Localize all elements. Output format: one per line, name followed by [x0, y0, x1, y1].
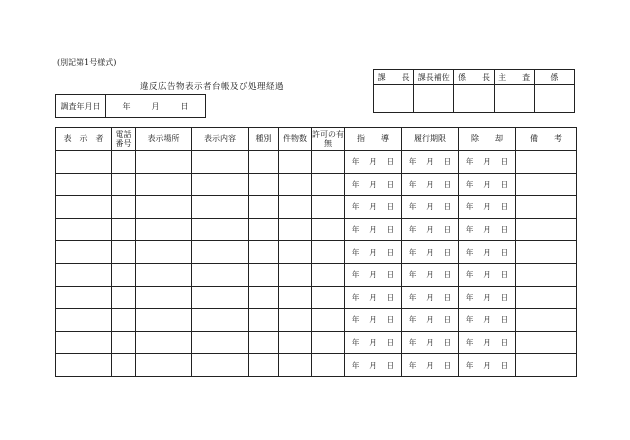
year-unit: 年 — [465, 360, 474, 370]
header-guidance: 指 導 — [345, 128, 402, 151]
location-cell[interactable] — [136, 173, 192, 196]
date-units — [402, 292, 458, 303]
date-units — [459, 224, 515, 235]
content-cell[interactable] — [192, 196, 249, 219]
year-unit: 年 — [351, 270, 360, 280]
stamp-cell[interactable] — [374, 85, 414, 113]
month-unit: 月 — [369, 202, 377, 212]
approval-header-inspector: 主 査 — [494, 70, 534, 85]
survey-month-unit: 月 — [151, 101, 160, 111]
remarks-cell[interactable] — [516, 218, 577, 241]
date-units — [402, 314, 458, 325]
month-unit: 月 — [426, 157, 434, 167]
day-unit: 日 — [500, 315, 509, 325]
date-units — [402, 269, 458, 280]
phone-cell[interactable] — [112, 263, 136, 286]
date-units — [345, 156, 401, 167]
year-unit: 年 — [408, 360, 417, 370]
day-unit: 日 — [443, 315, 452, 325]
header-permit: 許可の有 無 — [312, 128, 345, 151]
count-cell[interactable] — [279, 218, 312, 241]
deadline-date-cell[interactable] — [402, 263, 459, 286]
content-cell[interactable] — [192, 354, 249, 377]
month-unit: 月 — [483, 338, 491, 348]
year-unit: 年 — [408, 338, 417, 348]
phone-cell[interactable] — [112, 151, 136, 174]
location-cell[interactable] — [136, 151, 192, 174]
year-unit: 年 — [351, 292, 360, 302]
content-cell[interactable] — [192, 331, 249, 354]
guidance-date-cell[interactable] — [345, 286, 402, 309]
survey-year-unit: 年 — [122, 101, 131, 111]
count-cell[interactable] — [279, 309, 312, 332]
day-unit: 日 — [386, 338, 395, 348]
location-cell[interactable] — [136, 241, 192, 264]
type-cell[interactable] — [249, 173, 279, 196]
guidance-date-cell[interactable] — [345, 354, 402, 377]
year-unit: 年 — [465, 202, 474, 212]
guidance-date-cell[interactable] — [345, 151, 402, 174]
content-cell[interactable] — [192, 263, 249, 286]
approval-header-assistant-chief: 課長補佐 — [414, 70, 454, 85]
header-content: 表示内容 — [192, 128, 249, 151]
location-cell[interactable] — [136, 309, 192, 332]
survey-date-label: 調査年月日 — [56, 95, 106, 117]
table-row — [56, 354, 577, 377]
count-cell[interactable] — [279, 286, 312, 309]
day-unit: 日 — [500, 179, 509, 189]
displayer-cell[interactable] — [56, 218, 112, 241]
remarks-cell[interactable] — [516, 196, 577, 219]
permit-cell[interactable] — [312, 218, 345, 241]
remarks-cell[interactable] — [516, 286, 577, 309]
day-unit: 日 — [443, 247, 452, 257]
year-unit: 年 — [351, 338, 360, 348]
year-unit: 年 — [465, 157, 474, 167]
year-unit: 年 — [408, 157, 417, 167]
date-units — [402, 156, 458, 167]
table-row — [56, 331, 577, 354]
month-unit: 月 — [426, 292, 434, 302]
type-cell[interactable] — [249, 263, 279, 286]
month-unit: 月 — [483, 360, 491, 370]
permit-cell[interactable] — [312, 309, 345, 332]
header-location: 表示場所 — [136, 128, 192, 151]
month-unit: 月 — [369, 292, 377, 302]
type-cell[interactable] — [249, 196, 279, 219]
date-units — [402, 179, 458, 190]
remarks-cell[interactable] — [516, 173, 577, 196]
date-units — [345, 314, 401, 325]
year-unit: 年 — [351, 315, 360, 325]
remarks-cell[interactable] — [516, 331, 577, 354]
removal-date-cell[interactable] — [459, 151, 516, 174]
remarks-cell[interactable] — [516, 354, 577, 377]
date-units — [345, 292, 401, 303]
header-type: 種別 — [249, 128, 279, 151]
content-cell[interactable] — [192, 286, 249, 309]
year-unit: 年 — [465, 270, 474, 280]
date-units — [459, 360, 515, 371]
removal-date-cell[interactable] — [459, 196, 516, 219]
month-unit: 月 — [426, 202, 434, 212]
month-unit: 月 — [426, 179, 434, 189]
permit-cell[interactable] — [312, 196, 345, 219]
table-row — [56, 241, 577, 264]
displayer-cell[interactable] — [56, 173, 112, 196]
day-unit: 日 — [443, 360, 452, 370]
month-unit: 月 — [369, 270, 377, 280]
month-unit: 月 — [483, 179, 491, 189]
day-unit: 日 — [500, 247, 509, 257]
guidance-date-cell[interactable] — [345, 241, 402, 264]
day-unit: 日 — [500, 338, 509, 348]
table-row — [56, 286, 577, 309]
date-units — [459, 314, 515, 325]
day-unit: 日 — [500, 225, 509, 235]
removal-date-cell[interactable] — [459, 218, 516, 241]
displayer-cell[interactable] — [56, 151, 112, 174]
year-unit: 年 — [465, 292, 474, 302]
type-cell[interactable] — [249, 286, 279, 309]
count-cell[interactable] — [279, 151, 312, 174]
removal-date-cell[interactable] — [459, 286, 516, 309]
permit-cell[interactable] — [312, 263, 345, 286]
phone-cell[interactable] — [112, 354, 136, 377]
header-remarks: 備 考 — [516, 128, 577, 151]
approval-header-staff: 係 — [534, 70, 574, 85]
header-displayer: 表 示 者 — [56, 128, 112, 151]
stamp-cell[interactable] — [454, 85, 494, 113]
year-unit: 年 — [408, 225, 417, 235]
count-cell[interactable] — [279, 331, 312, 354]
year-unit: 年 — [351, 157, 360, 167]
day-unit: 日 — [386, 292, 395, 302]
day-unit: 日 — [443, 225, 452, 235]
displayer-cell[interactable] — [56, 309, 112, 332]
approval-stamp-row — [374, 85, 575, 113]
header-removal: 除 却 — [459, 128, 516, 151]
date-units — [459, 201, 515, 212]
date-units — [402, 337, 458, 348]
remarks-cell[interactable] — [516, 241, 577, 264]
header-count: 件物数 — [279, 128, 312, 151]
approval-stamp-table — [373, 69, 575, 113]
date-units — [345, 224, 401, 235]
permit-cell[interactable] — [312, 241, 345, 264]
location-cell[interactable] — [136, 218, 192, 241]
day-unit: 日 — [386, 225, 395, 235]
stamp-cell[interactable] — [414, 85, 454, 113]
year-unit: 年 — [465, 179, 474, 189]
guidance-date-cell[interactable] — [345, 263, 402, 286]
day-unit: 日 — [443, 179, 452, 189]
year-unit: 年 — [351, 225, 360, 235]
table-row — [56, 151, 577, 174]
date-units — [459, 292, 515, 303]
day-unit: 日 — [386, 202, 395, 212]
year-unit: 年 — [465, 247, 474, 257]
month-unit: 月 — [369, 247, 377, 257]
form-number-label: (別記第1号様式) — [57, 58, 117, 67]
deadline-date-cell[interactable] — [402, 196, 459, 219]
phone-cell[interactable] — [112, 241, 136, 264]
phone-cell[interactable] — [112, 218, 136, 241]
year-unit: 年 — [351, 179, 360, 189]
month-unit: 月 — [369, 157, 377, 167]
type-cell[interactable] — [249, 151, 279, 174]
guidance-date-cell[interactable] — [345, 173, 402, 196]
day-unit: 日 — [500, 360, 509, 370]
deadline-date-cell[interactable] — [402, 286, 459, 309]
day-unit: 日 — [443, 292, 452, 302]
date-units — [345, 337, 401, 348]
date-units — [459, 156, 515, 167]
day-unit: 日 — [386, 315, 395, 325]
stamp-cell[interactable] — [534, 85, 574, 113]
count-cell[interactable] — [279, 173, 312, 196]
deadline-date-cell[interactable] — [402, 309, 459, 332]
content-cell[interactable] — [192, 151, 249, 174]
ledger-header-row — [56, 128, 577, 151]
day-unit: 日 — [443, 202, 452, 212]
type-cell[interactable] — [249, 354, 279, 377]
month-unit: 月 — [426, 225, 434, 235]
deadline-date-cell[interactable] — [402, 354, 459, 377]
phone-cell[interactable] — [112, 309, 136, 332]
count-cell[interactable] — [279, 263, 312, 286]
displayer-cell[interactable] — [56, 354, 112, 377]
survey-date-box — [55, 94, 206, 118]
removal-date-cell[interactable] — [459, 263, 516, 286]
content-cell[interactable] — [192, 218, 249, 241]
year-unit: 年 — [465, 315, 474, 325]
month-unit: 月 — [426, 315, 434, 325]
phone-cell[interactable] — [112, 196, 136, 219]
removal-date-cell[interactable] — [459, 241, 516, 264]
day-unit: 日 — [386, 179, 395, 189]
day-unit: 日 — [386, 360, 395, 370]
permit-cell[interactable] — [312, 173, 345, 196]
displayer-cell[interactable] — [56, 196, 112, 219]
location-cell[interactable] — [136, 263, 192, 286]
month-unit: 月 — [426, 338, 434, 348]
header-deadline: 履行期限 — [402, 128, 459, 151]
month-unit: 月 — [483, 292, 491, 302]
count-cell[interactable] — [279, 354, 312, 377]
type-cell[interactable] — [249, 241, 279, 264]
content-cell[interactable] — [192, 173, 249, 196]
deadline-date-cell[interactable] — [402, 173, 459, 196]
guidance-date-cell[interactable] — [345, 331, 402, 354]
date-units — [459, 269, 515, 280]
displayer-cell[interactable] — [56, 263, 112, 286]
survey-day-unit: 日 — [180, 101, 189, 111]
date-units — [402, 224, 458, 235]
month-unit: 月 — [483, 157, 491, 167]
month-unit: 月 — [369, 179, 377, 189]
day-unit: 日 — [500, 157, 509, 167]
month-unit: 月 — [369, 315, 377, 325]
date-units — [402, 247, 458, 258]
month-unit: 月 — [426, 270, 434, 280]
permit-cell[interactable] — [312, 354, 345, 377]
year-unit: 年 — [351, 360, 360, 370]
permit-cell[interactable] — [312, 151, 345, 174]
displayer-cell[interactable] — [56, 241, 112, 264]
day-unit: 日 — [500, 292, 509, 302]
deadline-date-cell[interactable] — [402, 218, 459, 241]
day-unit: 日 — [386, 270, 395, 280]
day-unit: 日 — [443, 338, 452, 348]
year-unit: 年 — [408, 315, 417, 325]
date-units — [459, 179, 515, 190]
phone-cell[interactable] — [112, 286, 136, 309]
date-units — [459, 337, 515, 348]
month-unit: 月 — [369, 338, 377, 348]
date-units — [345, 360, 401, 371]
approval-header-row — [374, 70, 575, 85]
deadline-date-cell[interactable] — [402, 331, 459, 354]
displayer-cell[interactable] — [56, 286, 112, 309]
date-units — [402, 201, 458, 212]
count-cell[interactable] — [279, 196, 312, 219]
month-unit: 月 — [483, 202, 491, 212]
deadline-date-cell[interactable] — [402, 241, 459, 264]
count-cell[interactable] — [279, 241, 312, 264]
location-cell[interactable] — [136, 354, 192, 377]
year-unit: 年 — [465, 338, 474, 348]
day-unit: 日 — [386, 247, 395, 257]
year-unit: 年 — [408, 292, 417, 302]
table-row — [56, 309, 577, 332]
table-row — [56, 263, 577, 286]
removal-date-cell[interactable] — [459, 173, 516, 196]
month-unit: 月 — [483, 315, 491, 325]
type-cell[interactable] — [249, 309, 279, 332]
permit-cell[interactable] — [312, 286, 345, 309]
day-unit: 日 — [500, 270, 509, 280]
day-unit: 日 — [443, 157, 452, 167]
date-units — [345, 201, 401, 212]
location-cell[interactable] — [136, 331, 192, 354]
removal-date-cell[interactable] — [459, 309, 516, 332]
date-units — [345, 247, 401, 258]
phone-cell[interactable] — [112, 331, 136, 354]
header-phone: 電話番号 — [112, 128, 136, 151]
year-unit: 年 — [351, 202, 360, 212]
remarks-cell[interactable] — [516, 309, 577, 332]
date-units — [459, 247, 515, 258]
day-unit: 日 — [386, 157, 395, 167]
year-unit: 年 — [465, 225, 474, 235]
guidance-date-cell[interactable] — [345, 196, 402, 219]
content-cell[interactable] — [192, 309, 249, 332]
deadline-date-cell[interactable] — [402, 151, 459, 174]
ledger-table — [55, 127, 577, 377]
displayer-cell[interactable] — [56, 331, 112, 354]
year-unit: 年 — [351, 247, 360, 257]
approval-header-section-chief: 課 長 — [374, 70, 414, 85]
month-unit: 月 — [483, 225, 491, 235]
table-row — [56, 173, 577, 196]
location-cell[interactable] — [136, 196, 192, 219]
month-unit: 月 — [369, 360, 377, 370]
phone-cell[interactable] — [112, 173, 136, 196]
stamp-cell[interactable] — [494, 85, 534, 113]
survey-date-value[interactable] — [106, 95, 205, 117]
content-cell[interactable] — [192, 241, 249, 264]
type-cell[interactable] — [249, 331, 279, 354]
month-unit: 月 — [426, 247, 434, 257]
day-unit: 日 — [500, 202, 509, 212]
date-units — [345, 269, 401, 280]
date-units — [402, 360, 458, 371]
remarks-cell[interactable] — [516, 263, 577, 286]
permit-cell[interactable] — [312, 331, 345, 354]
approval-header-subsection-chief: 係 長 — [454, 70, 494, 85]
month-unit: 月 — [483, 270, 491, 280]
month-unit: 月 — [483, 247, 491, 257]
location-cell[interactable] — [136, 286, 192, 309]
removal-date-cell[interactable] — [459, 354, 516, 377]
month-unit: 月 — [369, 225, 377, 235]
table-row — [56, 218, 577, 241]
year-unit: 年 — [408, 270, 417, 280]
day-unit: 日 — [443, 270, 452, 280]
guidance-date-cell[interactable] — [345, 309, 402, 332]
form-title: 違反広告物表示者台帳及び処理経過 — [140, 82, 285, 92]
date-units — [345, 179, 401, 190]
year-unit: 年 — [408, 202, 417, 212]
guidance-date-cell[interactable] — [345, 218, 402, 241]
type-cell[interactable] — [249, 218, 279, 241]
year-unit: 年 — [408, 247, 417, 257]
removal-date-cell[interactable] — [459, 331, 516, 354]
year-unit: 年 — [408, 179, 417, 189]
remarks-cell[interactable] — [516, 151, 577, 174]
month-unit: 月 — [426, 360, 434, 370]
table-row — [56, 196, 577, 219]
